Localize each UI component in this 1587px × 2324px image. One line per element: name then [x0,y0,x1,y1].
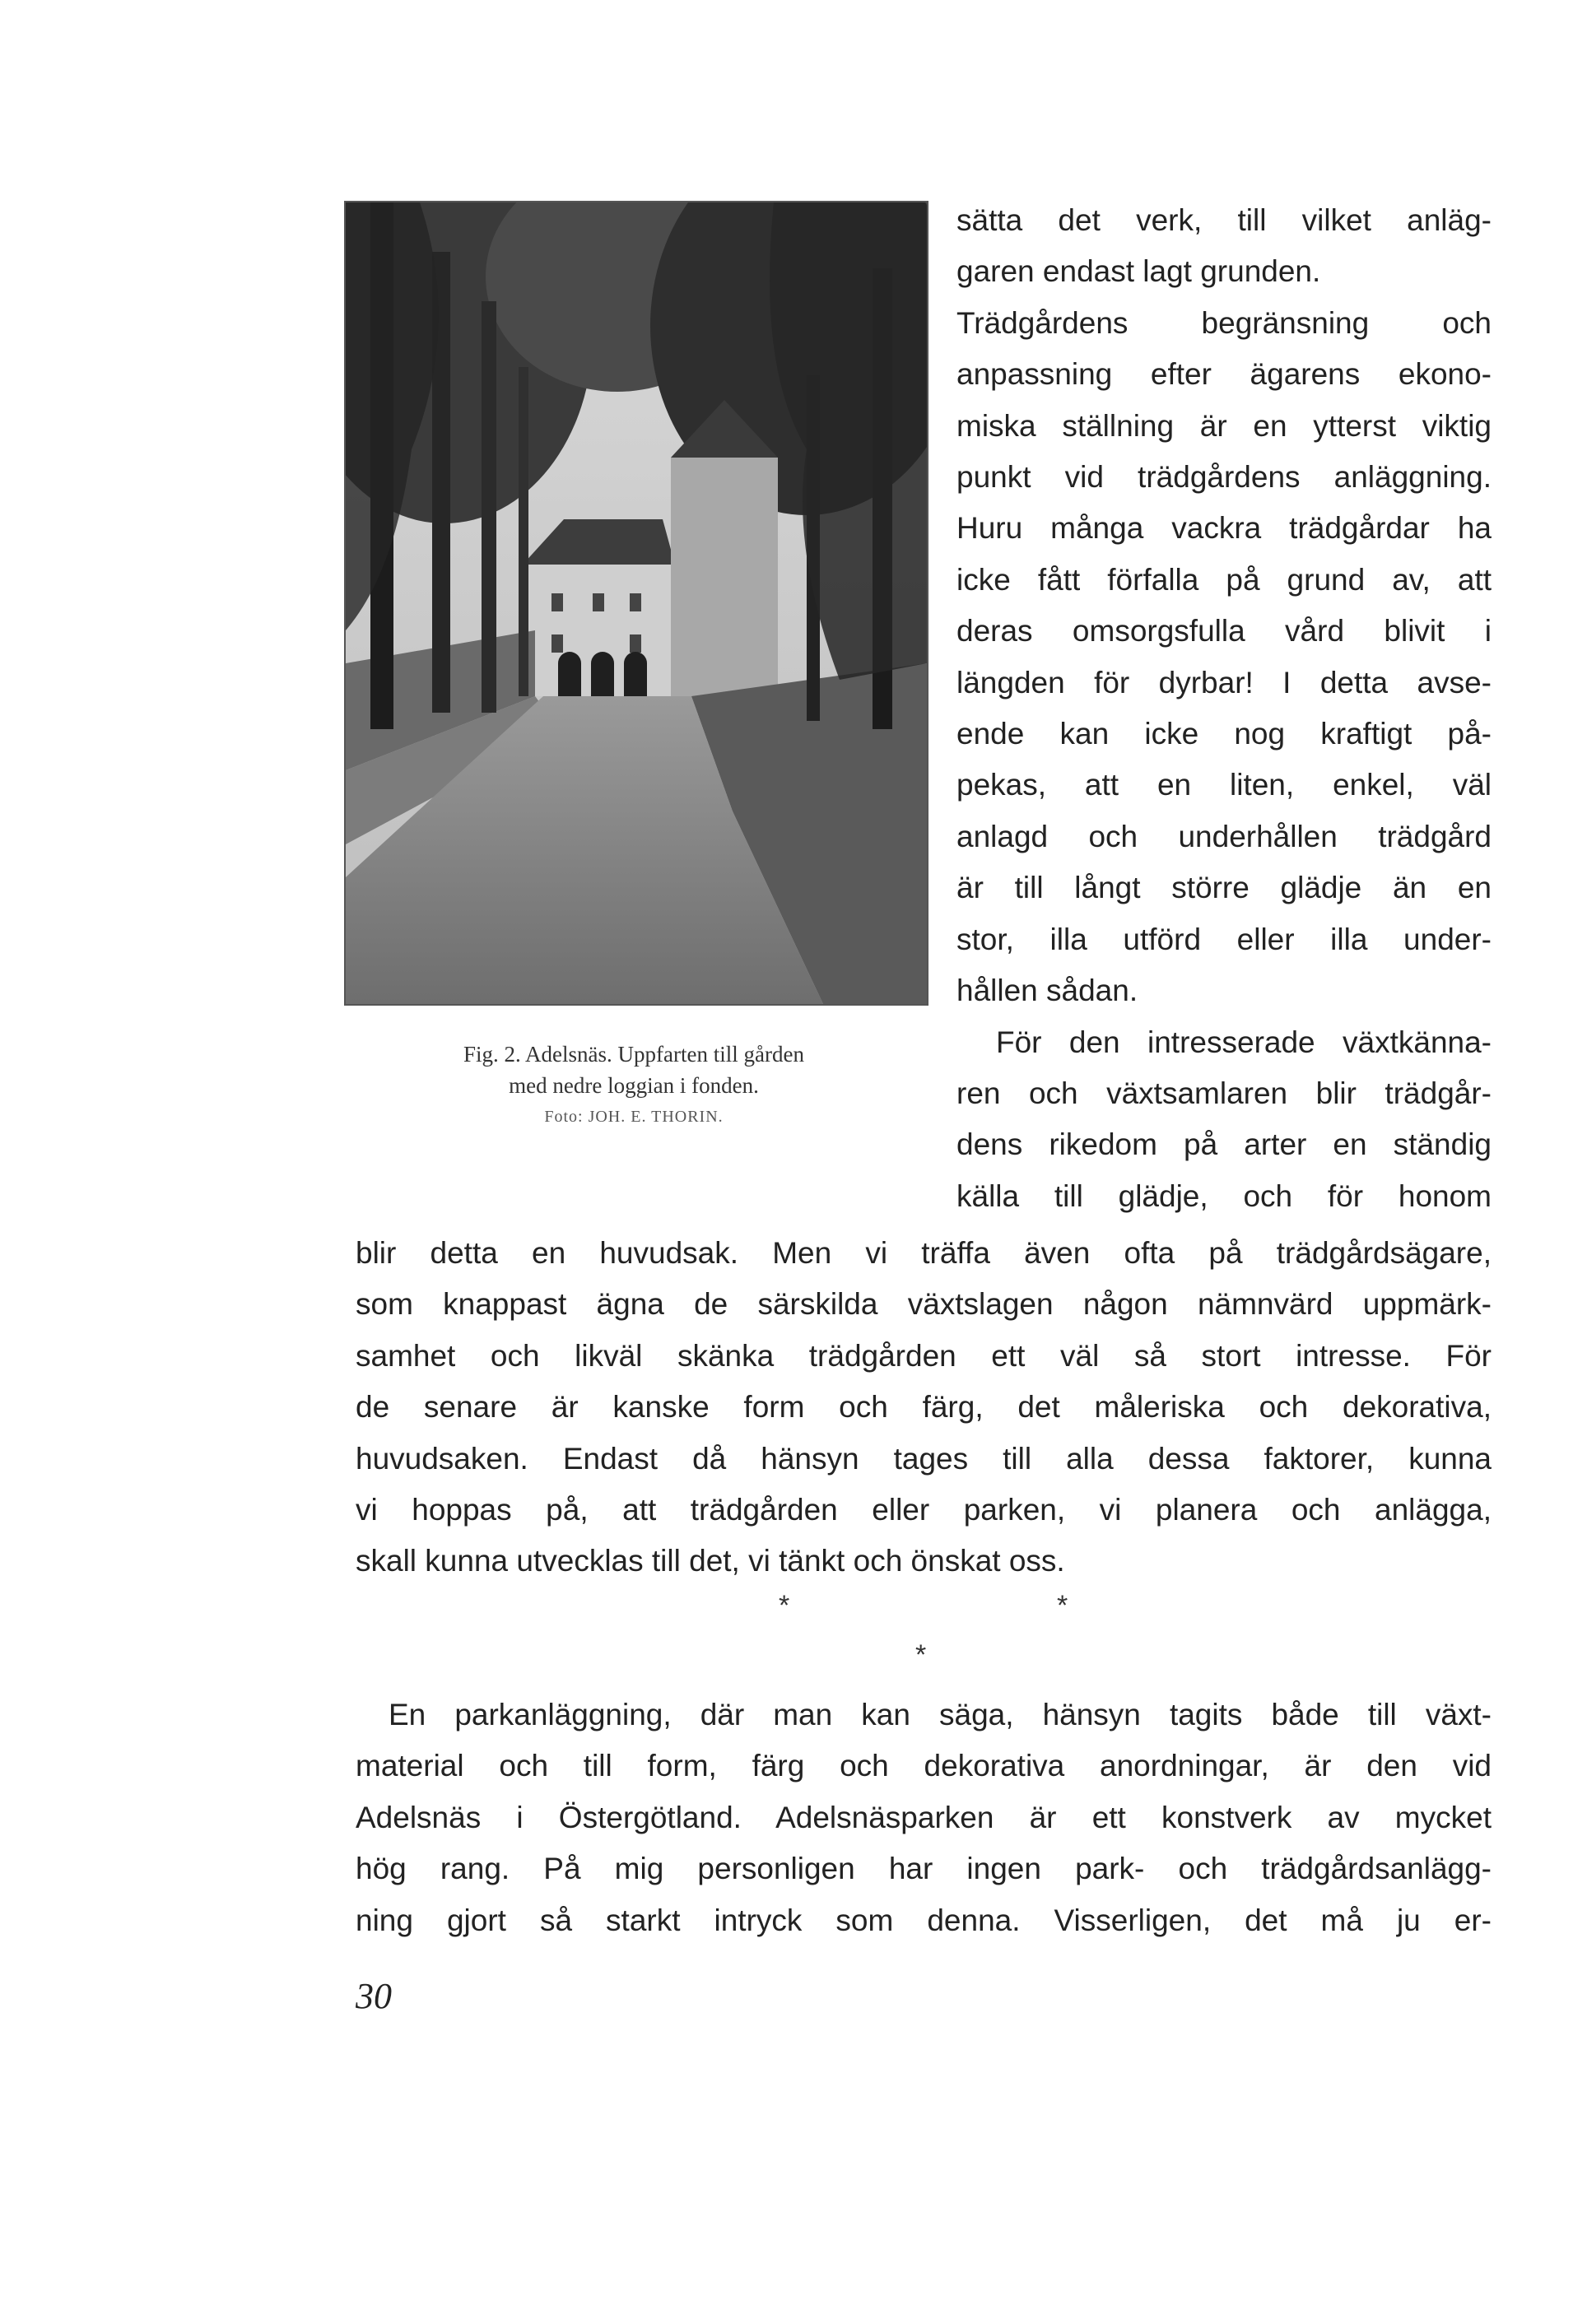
text-line: skall kunna utvecklas till det, vi tänkt och önskat oss. [356,1544,1065,1578]
text-line: deras omsorgsfulla vård blivit i [956,614,1492,648]
text-line: blir detta en huvudsak. Men vi träffa även ofta på trädgårdsägare, [356,1236,1492,1270]
text-line: garen endast lagt grunden. [956,254,1321,289]
paragraph-1 [356,1228,1492,1587]
text-line: stor, illa utförd eller illa under- [956,922,1492,956]
right-column-text [956,195,1492,1222]
text-line: anlagd och underhållen trädgård [956,819,1492,853]
text-line: är till långt större glädje än en [956,871,1492,905]
text-line: de senare är kanske form och färg, det måleriska och dekorativa, [356,1390,1492,1425]
paragraph-2 [356,1690,1492,1946]
page-number: 30 [356,1976,392,2016]
text-line: längden för dyrbar! I detta avse- [956,665,1492,700]
text-line: som knappast ägna de särskilda växtslagen någon nämnvärd uppmärk- [356,1287,1492,1322]
text-line: hög rang. På mig personligen har ingen park- och trädgårdsanlägg- [356,1852,1492,1886]
text-line: samhet och likväl skänka trädgården ett väl så stort intresse. För [356,1338,1492,1373]
figure-caption [346,1039,922,1132]
text-line: Huru många vackra trädgårdar ha [956,511,1492,546]
separator-star: * [1057,1590,1068,1621]
text-line: punkt vid trädgårdens anläggning. [956,460,1492,495]
caption-line-2: med nedre loggian i fonden. [509,1073,759,1098]
photo-adelsnas-driveway [344,201,928,1006]
text-line: hållen sådan. [956,974,1138,1008]
text-line: dens rikedom på arter en ständig [956,1127,1492,1162]
text-line: En parkanläggning, där man kan säga, hänsyn tagits både till växt- [389,1698,1492,1731]
separator-star: * [915,1639,927,1671]
text-line: pekas, att en liten, enkel, väl [956,768,1492,802]
separator-star: * [779,1590,790,1621]
photo-adelsnas-driveway-icon [346,202,927,1004]
caption-line-1: Fig. 2. Adelsnäs. Uppfarten till gården [463,1042,804,1067]
text-line: huvudsaken. Endast då hänsyn tages till alla dessa faktorer, kunna [356,1441,1492,1476]
text-line: Trädgårdens begränsning och [956,305,1492,340]
text-line: källa till glädje, och för honom [956,1178,1492,1213]
text-line: material och till form, färg och dekorativa anordningar, är den vid [356,1749,1492,1783]
text-line: ren och växtsamlaren blir trädgår- [956,1076,1492,1110]
text-line: ende kan icke nog kraftigt på- [956,717,1492,751]
text-line: ning gjort så starkt intryck som denna. Visserligen, det må ju er- [356,1903,1492,1937]
text-line: För den intresserade växtkänna- [996,1025,1492,1059]
text-line: Adelsnäs i Östergötland. Adelsnäsparken är ett konstverk av mycket [356,1800,1492,1834]
photo-credit: Foto: JOH. E. THORIN. [544,1108,724,1126]
text-line: anpassning efter ägarens ekono- [956,357,1492,392]
text-line: icke fått förfalla på grund av, att [956,562,1492,597]
text-line: vi hoppas på, att trädgården eller parken, vi planera och anlägga, [356,1493,1492,1527]
text-line: miska ställning är en ytterst viktig [956,408,1492,443]
text-line: sätta det verk, till vilket anläg- [956,203,1492,237]
